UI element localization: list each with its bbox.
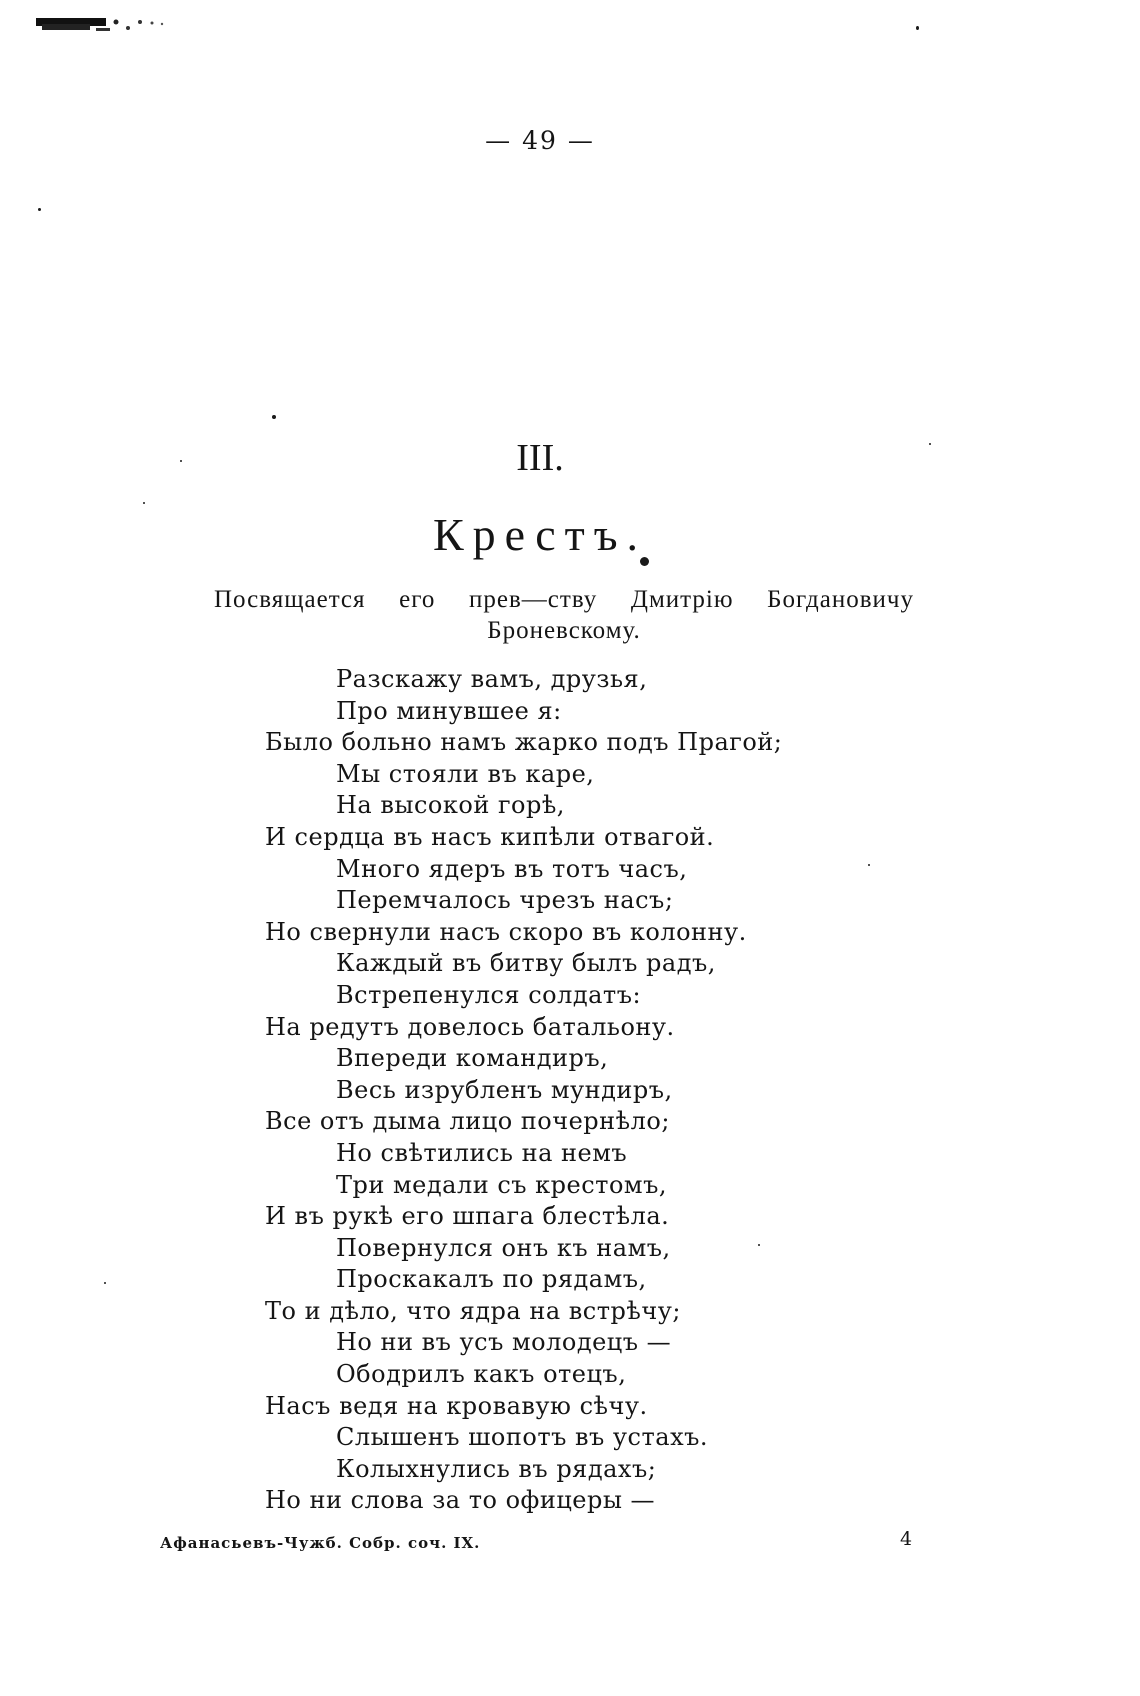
- poem-line: Каждый въ битву былъ радъ,: [336, 949, 716, 978]
- dedication-line: Броневскому.: [487, 617, 641, 644]
- poem-line: Но свернули насъ скоро въ колонну.: [265, 917, 747, 946]
- poem-line: Весь изрубленъ мундиръ,: [336, 1075, 673, 1104]
- poem-line: Колыхнулись въ рядахъ;: [336, 1454, 657, 1483]
- poem-line: На редутъ довелось батальону.: [265, 1012, 675, 1041]
- speck: [38, 208, 41, 211]
- poem-line: Разскажу вамъ, друзья,: [336, 665, 648, 693]
- poem-line: И сердца въ насъ кипѣли отвагой.: [265, 822, 715, 851]
- poem-title: Крестъ.: [432, 509, 648, 560]
- dedication: [120, 584, 1000, 646]
- poem-line: Повернулся онъ къ намъ,: [336, 1233, 671, 1262]
- poem-line: Ободрилъ какъ отецъ,: [336, 1360, 627, 1389]
- signature-mark: 4: [900, 1528, 913, 1550]
- poem-line: Встрепенулся солдатъ:: [336, 980, 642, 1009]
- poem-line: Проскакалъ по рядамъ,: [336, 1265, 647, 1294]
- section-numeral: III.: [516, 437, 564, 479]
- poem-body: [0, 664, 1140, 1517]
- poem-line: Мы стояли въ каре,: [336, 759, 595, 788]
- ink-blot-mark: [36, 14, 166, 36]
- poem-line: Три медали съ крестомъ,: [336, 1170, 667, 1199]
- poem-line: Про минувшее я:: [336, 696, 562, 725]
- poem-line: Но ни слова за то офицеры —: [265, 1486, 656, 1515]
- speck: [143, 502, 145, 504]
- poem-line: То и дѣло, что ядра на встрѣчу;: [265, 1296, 681, 1325]
- dedication-line: Посвящается его прев—ству Дмитрію Богдановичу: [214, 586, 914, 613]
- poem-line: Но ни въ усъ молодецъ —: [336, 1328, 672, 1357]
- speck: [916, 26, 919, 30]
- poem-line: Но свѣтились на немъ: [336, 1138, 628, 1167]
- speck: [272, 415, 276, 419]
- poem-line: Перемчалось чрезъ насъ;: [336, 886, 674, 915]
- poem-line: Было больно намъ жарко подъ Прагой;: [265, 728, 783, 757]
- poem-line: Все отъ дыма лицо почернѣло;: [265, 1107, 670, 1136]
- poem-line: И въ рукѣ его шпага блестѣла.: [265, 1202, 670, 1231]
- poem-line: На высокой горѣ,: [336, 791, 565, 820]
- poem-line: Насъ ведя на кровавую сѣчу.: [265, 1391, 648, 1420]
- poem-line: Много ядеръ въ тотъ часъ,: [336, 854, 688, 883]
- poem-line: Слышенъ шопотъ въ устахъ.: [336, 1423, 708, 1452]
- page-number: — 49 —: [485, 126, 595, 155]
- footer-source: Афанасьевъ-Чужб. Собр. соч. IX.: [160, 1534, 481, 1552]
- poem-line: Впереди командиръ,: [336, 1044, 609, 1073]
